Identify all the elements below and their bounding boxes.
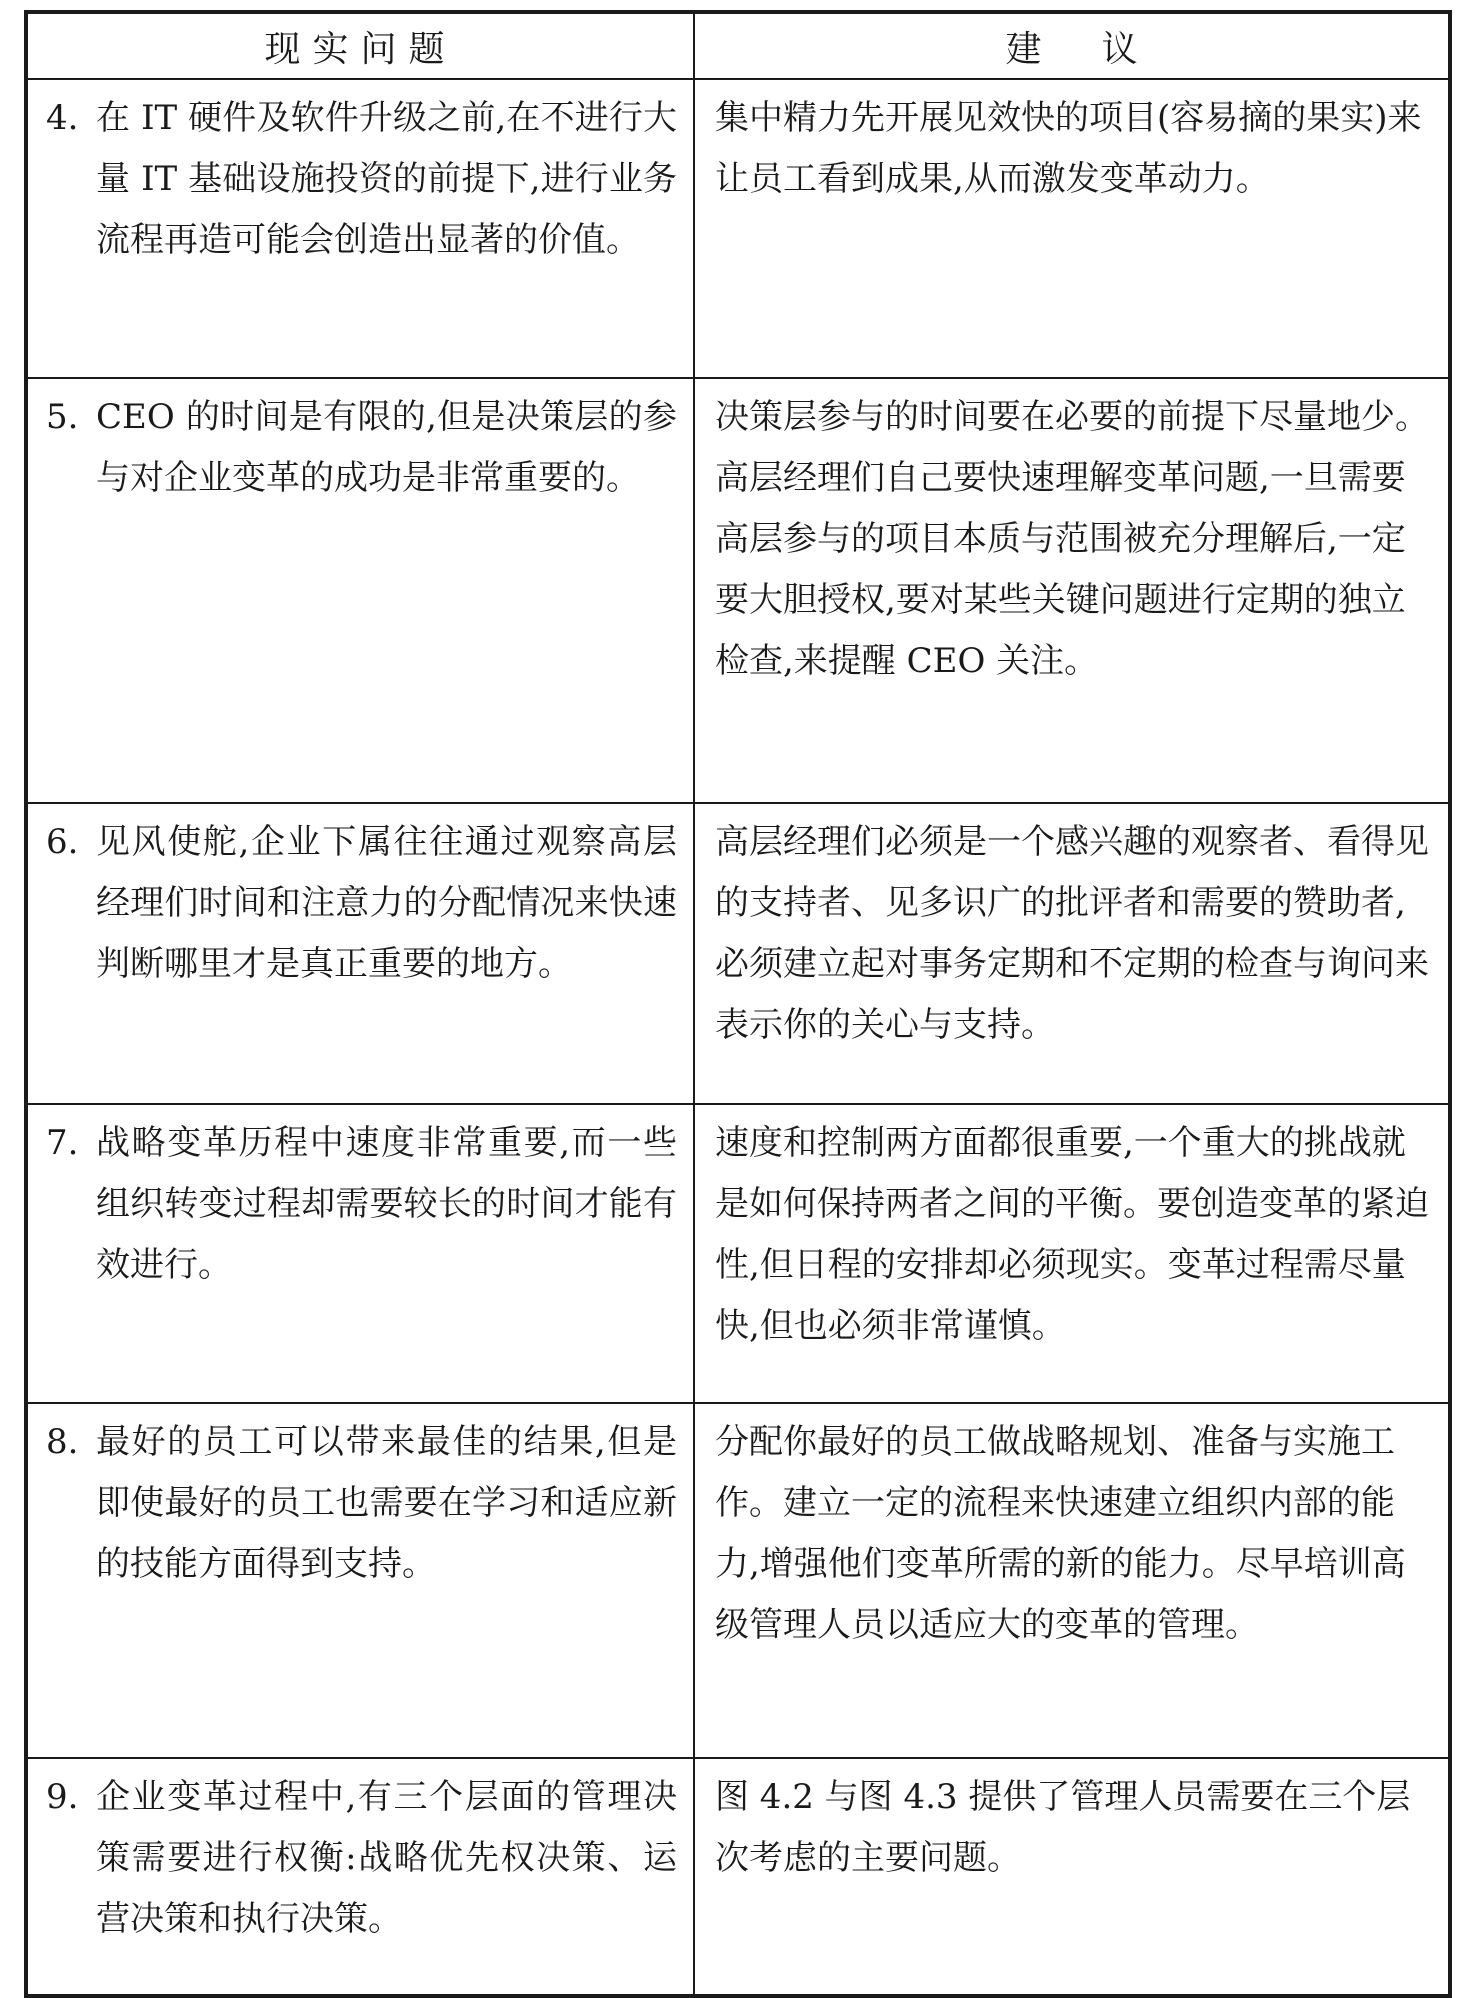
advice-cell: 图 4.2 与图 4.3 提供了管理人员需要在三个层次考虑的主要问题。 [694, 1758, 1450, 1996]
problem-cell [26, 1104, 694, 1403]
problem-text: 最好的员工可以带来最佳的结果,但是即使最好的员工也需要在学习和适应新的技能方面得到支持。 [96, 1422, 677, 1584]
row-number: 5. [46, 397, 79, 437]
table-row [26, 378, 1450, 803]
problems-advice-table [24, 10, 1452, 1998]
header-problem: 现实问题 [26, 12, 694, 79]
row-number: 6. [46, 822, 79, 862]
table-row [26, 803, 1450, 1104]
problem-cell [26, 803, 694, 1104]
table-header-row [26, 12, 1450, 79]
advice-cell: 速度和控制两方面都很重要,一个重大的挑战就是如何保持两者之间的平衡。要创造变革的紧迫性,但日程的安排却必须现实。变革过程需尽量快,但也必须非常谨慎。 [694, 1104, 1450, 1403]
document-page [24, 10, 1448, 1947]
row-number: 7. [46, 1123, 79, 1163]
table-row [26, 79, 1450, 378]
problem-cell [26, 378, 694, 803]
table-row [26, 1403, 1450, 1758]
problem-cell [26, 1403, 694, 1758]
table-row [26, 1104, 1450, 1403]
header-advice: 建议 [694, 12, 1450, 79]
problem-cell [26, 79, 694, 378]
row-number: 9. [46, 1777, 79, 1817]
problem-text: 见风使舵,企业下属往往通过观察高层经理们时间和注意力的分配情况来快速判断哪里才是真正重要的地方。 [96, 822, 677, 984]
advice-cell: 高层经理们必须是一个感兴趣的观察者、看得见的支持者、见多识广的批评者和需要的赞助者,必须建立起对事务定期和不定期的检查与询问来表示你的关心与支持。 [694, 803, 1450, 1104]
problem-cell [26, 1758, 694, 1996]
problem-text: 战略变革历程中速度非常重要,而一些组织转变过程却需要较长的时间才能有效进行。 [96, 1123, 677, 1285]
problem-text: CEO 的时间是有限的,但是决策层的参与对企业变革的成功是非常重要的。 [96, 397, 677, 498]
advice-cell: 决策层参与的时间要在必要的前提下尽量地少。高层经理们自己要快速理解变革问题,一旦需要高层参与的项目本质与范围被充分理解后,一定要大胆授权,要对某些关键问题进行定期的独立检查,来提醒 CEO 关注。 [694, 378, 1450, 803]
advice-cell: 集中精力先开展见效快的项目(容易摘的果实)来让员工看到成果,从而激发变革动力。 [694, 79, 1450, 378]
table-row [26, 1758, 1450, 1996]
advice-cell: 分配你最好的员工做战略规划、准备与实施工作。建立一定的流程来快速建立组织内部的能力,增强他们变革所需的新的能力。尽早培训高级管理人员以适应大的变革的管理。 [694, 1403, 1450, 1758]
problem-text: 企业变革过程中,有三个层面的管理决策需要进行权衡:战略优先权决策、运营决策和执行决策。 [96, 1777, 677, 1939]
problem-text: 在 IT 硬件及软件升级之前,在不进行大量 IT 基础设施投资的前提下,进行业务流程再造可能会创造出显著的价值。 [96, 98, 677, 260]
row-number: 8. [46, 1422, 79, 1462]
row-number: 4. [46, 98, 79, 138]
